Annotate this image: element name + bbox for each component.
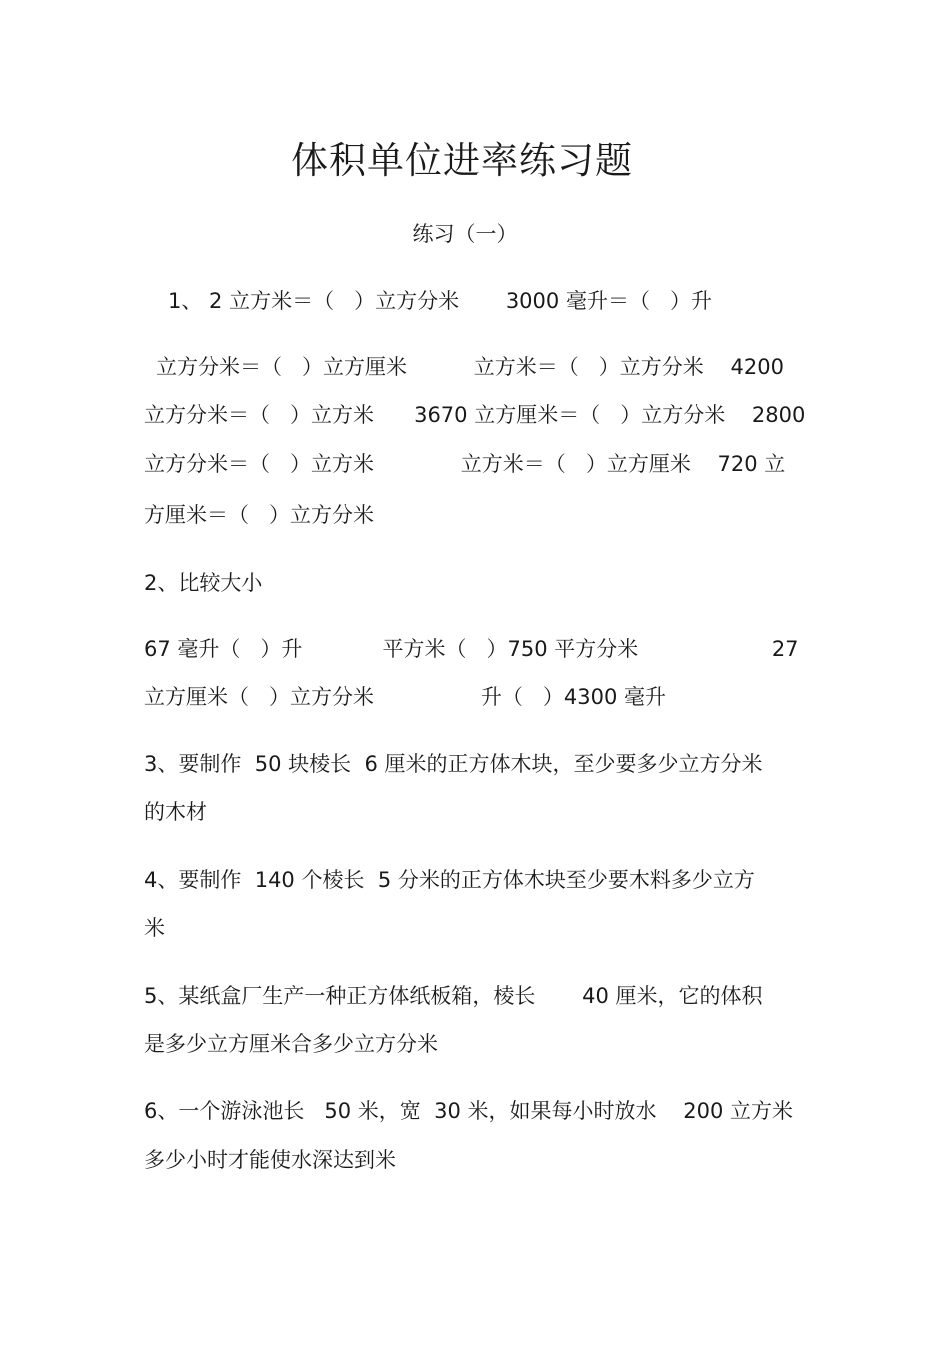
q2-heading: 2、比较大小 xyxy=(144,571,263,595)
q6-line-1: 6、一个游泳池长 50 米，宽 30 米，如果每小时放水 200 立方米 xyxy=(144,1099,793,1123)
q1-line-2: 立方分米＝（ ）立方厘米 立方米＝（ ）立方分米 4200 xyxy=(156,355,784,379)
q5-line-1: 5、某纸盒厂生产一种正方体纸板箱，棱长 40 厘米，它的体积 xyxy=(144,984,763,1008)
q2-line-1: 67 毫升（ ）升 平方米（ ）750 平方分米 27 xyxy=(144,637,799,661)
q1-line-3: 立方分米＝（ ）立方米 3670 立方厘米＝（ ）立方分米 2800 xyxy=(144,403,806,427)
q1-line-5: 方厘米＝（ ）立方分米 xyxy=(144,503,375,527)
q4-line-1: 4、要制作 140 个棱长 5 分米的正方体木块至少要木料多少立方 xyxy=(144,868,755,892)
q2-line-2: 立方厘米（ ）立方分米 升（ ）4300 毫升 xyxy=(144,685,666,709)
q1-line-4: 立方分米＝（ ）立方米 立方米＝（ ）立方厘米 720 立 xyxy=(144,452,786,476)
q3-line-1: 3、要制作 50 块棱长 6 厘米的正方体木块，至少要多少立方分米 xyxy=(144,752,763,776)
q6-line-2: 多少小时才能使水深达到米 xyxy=(144,1148,396,1172)
q5-line-2: 是多少立方厘米合多少立方分米 xyxy=(144,1032,438,1056)
page-title: 体积单位进率练习题 xyxy=(291,139,633,182)
section-subtitle: 练习（一） xyxy=(412,222,518,246)
q1-line-1: 1、 2 立方米＝（ ）立方分米 3000 毫升＝（ ）升 xyxy=(168,289,712,313)
q3-line-2: 的木材 xyxy=(144,800,207,824)
q4-line-2: 米 xyxy=(144,916,165,940)
